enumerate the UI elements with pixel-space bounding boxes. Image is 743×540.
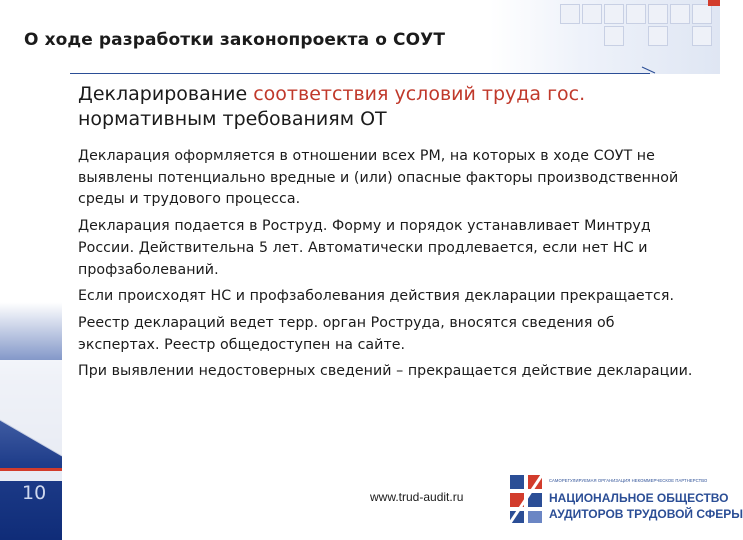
paragraph-declaration-registry: Реестр деклараций ведет терр. орган Роструда, вносятся сведения об экспертах. Реестр общедоступен на сайте. — [78, 314, 615, 353]
header-tile — [560, 4, 580, 24]
left-light-stripe — [0, 471, 62, 481]
header-tile — [670, 4, 690, 24]
logo-name-line2: АУДИТОРОВ ТРУДОВОЙ СФЕРЫ — [549, 507, 743, 521]
page-number: 10 — [22, 482, 47, 504]
page-title: О ходе разработки законопроекта о СОУТ — [24, 30, 446, 50]
header-divider-arrow-icon — [642, 66, 656, 74]
header-tile — [626, 4, 646, 24]
heading-text: Декларирование — [78, 83, 254, 105]
logo-name-line1: НАЦИОНАЛЬНОЕ ОБЩЕСТВО — [549, 491, 729, 505]
header-tile — [692, 4, 712, 24]
paragraph-false-information: При выявлении недостоверных сведений – прекращается действие декларации. — [78, 363, 693, 380]
paragraph-declaration-termination: Если происходят НС и профзаболевания действия декларации прекращается. — [78, 288, 675, 305]
header-red-accent — [708, 0, 720, 6]
paragraph-declaration-submission: Декларация подается в Роструд. Форму и порядок устанавливает Минтруд России. Действительна 5 лет. Автоматически продлевается, если нет НС и профзаболеваний. — [78, 218, 651, 278]
slide-header — [0, 0, 720, 74]
heading-text-line2: нормативным требованиям ОТ — [78, 108, 387, 130]
header-tile — [648, 4, 668, 24]
header-tile — [582, 4, 602, 24]
heading-highlight: соответствия условий труда гос. — [253, 83, 586, 105]
header-tile — [692, 26, 712, 46]
left-decorative-shape — [0, 360, 62, 480]
logo-subtitle: САМОРЕГУЛИРУЕМАЯ ОРГАНИЗАЦИЯ НЕКОММЕРЧЕСКОЕ ПАРТНЕРСТВО — [549, 478, 708, 483]
paragraph-declaration-scope: Декларация оформляется в отношении всех РМ, на которых в ходе СОУТ не выявлены потенциально вредные и (или) опасные факторы производственной среды и трудового процесса. — [78, 148, 679, 208]
header-tile — [604, 26, 624, 46]
footer-website-url[interactable]: www.trud-audit.ru — [370, 490, 464, 504]
content-heading — [78, 82, 698, 132]
organization-logo-icon — [508, 473, 544, 525]
header-tile — [604, 4, 624, 24]
header-divider — [70, 73, 650, 74]
main-content — [78, 82, 698, 388]
header-tile — [648, 26, 668, 46]
